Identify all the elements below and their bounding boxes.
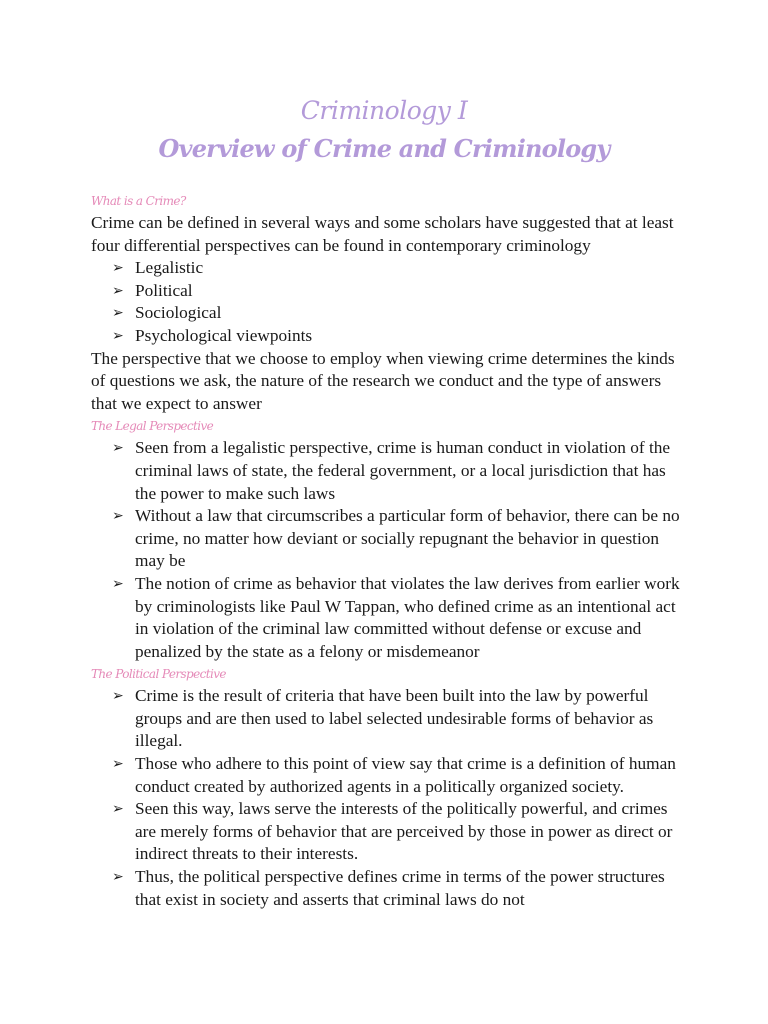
list-item-text: Legalistic (135, 258, 204, 278)
arrow-bullet-icon: ➢ (112, 440, 124, 457)
list-item (91, 257, 691, 280)
list-item (91, 685, 691, 753)
arrow-bullet-icon: ➢ (112, 688, 124, 705)
section-heading-legal-perspective: The Legal Perspective (91, 419, 214, 434)
list-item-text: Seen this way, laws serve the interests of the politically powerful, and crimes are merely forms of behavior that are perceived by those in power as direct or indirect threats to their interests. (135, 799, 673, 864)
list-item-text: Those who adhere to this point of view say that crime is a definition of human conduct created by authorized agents in a politically organized society. (135, 754, 676, 796)
perspectives-list (91, 257, 691, 347)
arrow-bullet-icon: ➢ (112, 305, 124, 322)
arrow-bullet-icon: ➢ (112, 260, 124, 277)
arrow-bullet-icon: ➢ (112, 756, 124, 773)
list-item-text: Psychological viewpoints (135, 325, 313, 345)
section-intro-paragraph: Crime can be defined in several ways and some scholars have suggested that at least four differential perspectives can be found in contemporary criminology (91, 213, 674, 255)
list-item-text: Thus, the political perspective defines crime in terms of the power structures that exist in society and asserts that criminal laws do not (135, 867, 665, 909)
list-item (91, 280, 691, 303)
list-item (91, 325, 691, 348)
list-item-text: Sociological (135, 303, 222, 323)
section-heading-what-is-crime: What is a Crime? (91, 194, 186, 208)
list-item (91, 437, 691, 505)
list-item-text: Political (135, 280, 193, 300)
arrow-bullet-icon: ➢ (112, 327, 124, 344)
list-item-text: Crime is the result of criteria that have been built into the law by powerful groups and are then used to label selected undesirable forms of behavior as illegal. (135, 686, 654, 751)
arrow-bullet-icon: ➢ (112, 869, 124, 886)
political-perspective-list (91, 685, 691, 911)
list-item (91, 505, 691, 573)
list-item (91, 753, 691, 798)
list-item (91, 302, 691, 325)
chapter-title: Overview of Crime and Criminology (158, 134, 610, 163)
arrow-bullet-icon: ➢ (112, 575, 124, 592)
section-outro-paragraph: The perspective that we choose to employ when viewing crime determines the kinds of questions we ask, the nature of the research we conduct and the type of answers that we expect to answer (91, 348, 675, 413)
course-title: Criminology I (300, 96, 468, 125)
arrow-bullet-icon: ➢ (112, 282, 124, 299)
list-item (91, 866, 691, 911)
document-body (91, 190, 691, 911)
list-item-text: Seen from a legalistic perspective, crime is human conduct in violation of the criminal laws of state, the federal government, or a local jurisdiction that has the power to make such laws (135, 438, 671, 503)
list-item-text: The notion of crime as behavior that violates the law derives from earlier work by criminologists like Paul W Tappan, who defined crime as an intentional act in violation of the criminal law committed without defense or excuse and penalized by the state as a felony or misdemeanor (135, 573, 680, 661)
arrow-bullet-icon: ➢ (112, 508, 124, 525)
list-item-text: Without a law that circumscribes a particular form of behavior, there can be no crime, no matter how deviant or socially repugnant the behavior in question may be (135, 506, 680, 571)
arrow-bullet-icon: ➢ (112, 801, 124, 818)
list-item (91, 798, 691, 866)
section-heading-political-perspective: The Political Perspective (91, 667, 226, 682)
legal-perspective-list (91, 437, 691, 663)
document-title (0, 94, 768, 170)
list-item (91, 573, 691, 663)
